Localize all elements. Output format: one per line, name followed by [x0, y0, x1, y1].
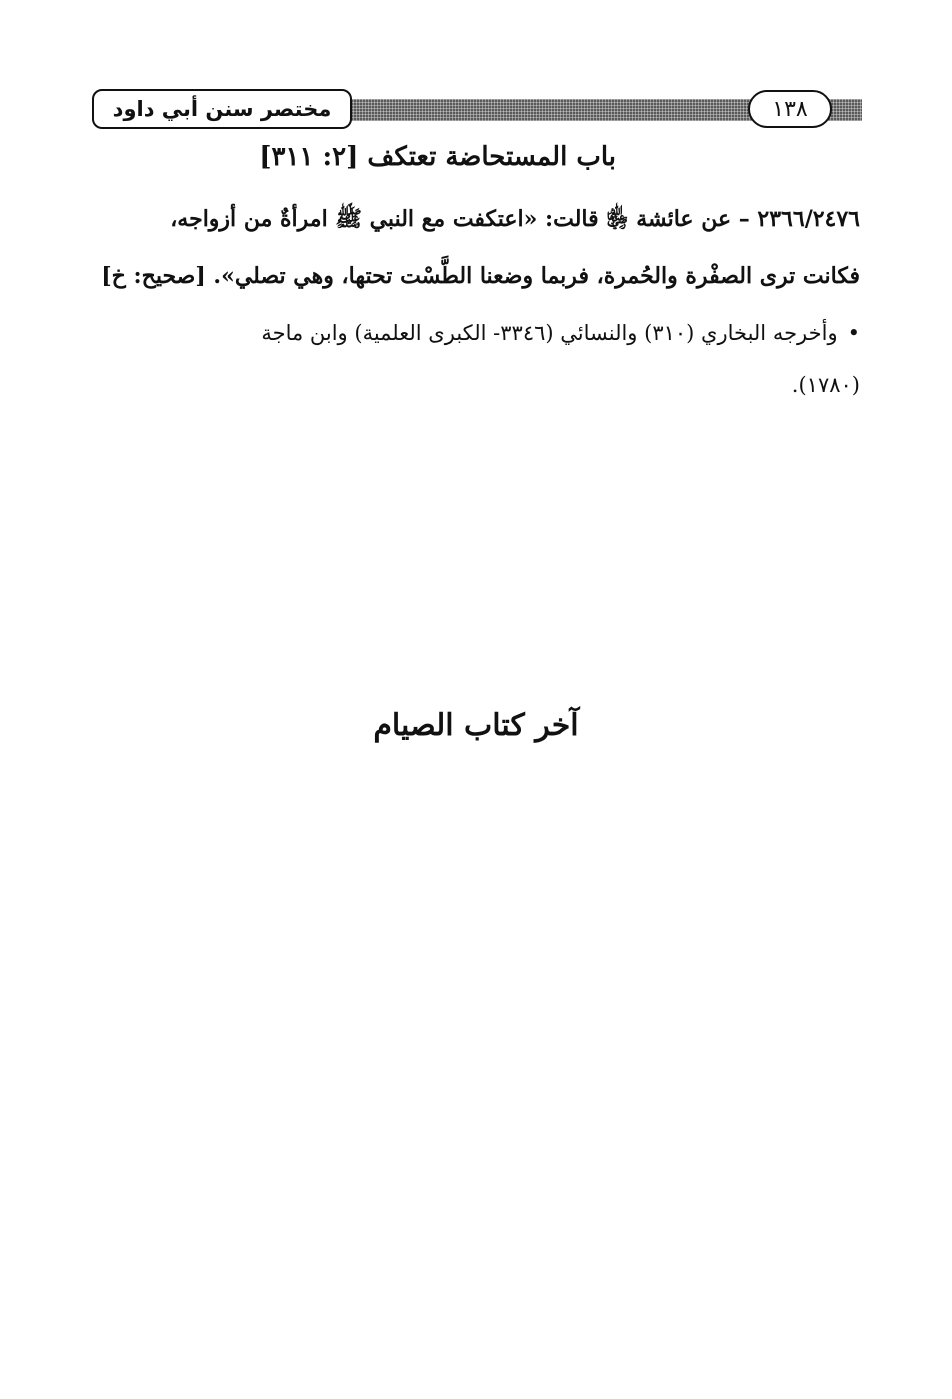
page-number-badge — [748, 90, 832, 128]
bullet-marker: • — [847, 321, 860, 345]
takhrij-note-text-1: وأخرجه البخاري (٣١٠) والنسائي (٣٣٤٦- الكبرى العلمية) وابن ماجة — [261, 321, 838, 345]
page-number-text: ١٣٨ — [772, 96, 808, 122]
takhrij-note-line-2: (١٧٨٠). — [791, 373, 860, 397]
book-title-text: مختصر سنن أبي داود — [112, 97, 332, 121]
takhrij-note-line-1 — [261, 321, 860, 345]
end-of-book-heading: آخر كتاب الصيام — [373, 708, 579, 743]
running-header-book-title — [92, 89, 352, 129]
hadith-text-line-1: ٢٣٦٦/٢٤٧٦ – عن عائشة ﵂ قالت: «اعتكفت مع النبي ﷺ امرأةٌ من أزواجه، — [170, 206, 860, 232]
chapter-heading: باب المستحاضة تعتكف [٢: ٣١١] — [259, 142, 616, 172]
hadith-text-line-2: فكانت ترى الصفْرة والحُمرة، فربما وضعنا الطَّسْت تحتها، وهي تصلي». [صحيح: خ] — [101, 263, 860, 289]
